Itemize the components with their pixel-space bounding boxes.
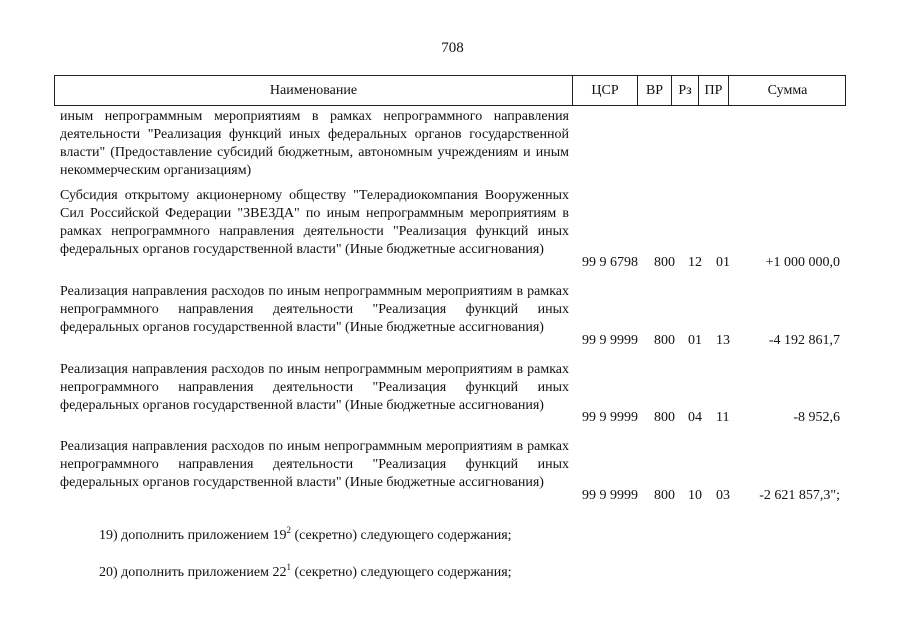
row-sum: -8 952,6 — [793, 410, 840, 425]
table-row — [54, 438, 846, 510]
table-row — [54, 361, 846, 433]
row-pr: 13 — [716, 333, 730, 348]
header-sum: Сумма — [728, 76, 846, 105]
row-rz: 04 — [688, 410, 702, 425]
header-name: Наименование — [269, 83, 358, 98]
header-pr: ПР — [698, 76, 728, 105]
row-sum: -4 192 861,7 — [768, 333, 840, 348]
row-sum: +1 000 000,0 — [765, 255, 840, 270]
row-vr: 800 — [654, 488, 675, 503]
amendment-paragraph — [99, 562, 512, 581]
row-rz: 01 — [688, 333, 702, 348]
row-name: иным непрограммным мероприятиям в рамках непрограммного направления деятельности "Реализация функций иных федеральных органов государственной власти" (Предоставление субсидий бюджетным, автономным учреждениям и иным некоммерческим организациям) — [60, 109, 569, 178]
row-pr: 01 — [716, 255, 730, 270]
header-rz: Рз — [671, 76, 698, 105]
row-sum: -2 621 857,3"; — [759, 488, 840, 503]
table-row — [54, 187, 846, 277]
row-name: Реализация направления расходов по иным непрограммным мероприятиям в рамках непрограммного направления деятельности "Реализация функций иных федеральных органов государственной власти" (Иные бюджетные ассигнования) — [60, 439, 569, 490]
paragraph-superscript: 1 — [286, 562, 291, 572]
table-row — [54, 108, 846, 180]
row-pr: 03 — [716, 488, 730, 503]
paragraph-text: 19) дополнить приложением 19 — [99, 528, 287, 543]
row-vr: 800 — [654, 410, 675, 425]
row-csr: 99 9 9999 — [582, 410, 638, 425]
page-number: 708 — [441, 40, 464, 56]
row-csr: 99 9 6798 — [582, 255, 638, 270]
row-vr: 800 — [654, 333, 675, 348]
paragraph-text: 20) дополнить приложением 22 — [99, 565, 287, 580]
row-rz: 12 — [688, 255, 702, 270]
row-vr: 800 — [654, 255, 675, 270]
amendment-paragraph — [99, 525, 512, 544]
row-csr: 99 9 9999 — [582, 488, 638, 503]
header-csr: ЦСР — [572, 76, 637, 105]
row-name: Субсидия открытому акционерному обществу "Телерадиокомпания Вооруженных Сил Российской Федерации "ЗВЕЗДА" по иным непрограммным мероприятиям в рамках непрограммного направления деятельности "Реализация функций иных федеральных органов государственной власти" (Иные бюджетные ассигнования) — [60, 188, 569, 257]
paragraph-text: (секретно) следующего содержания; — [290, 565, 512, 580]
row-name: Реализация направления расходов по иным непрограммным мероприятиям в рамках непрограммного направления деятельности "Реализация функций иных федеральных органов государственной власти" (Иные бюджетные ассигнования) — [60, 362, 569, 413]
row-csr: 99 9 9999 — [582, 333, 638, 348]
paragraph-text: (секретно) следующего содержания; — [290, 528, 512, 543]
row-rz: 10 — [688, 488, 702, 503]
table-header — [54, 75, 846, 106]
row-name: Реализация направления расходов по иным непрограммным мероприятиям в рамках непрограммного направления деятельности "Реализация функций иных федеральных органов государственной власти" (Иные бюджетные ассигнования) — [60, 284, 569, 335]
table-row — [54, 283, 846, 355]
header-vr: ВР — [637, 76, 671, 105]
row-pr: 11 — [716, 410, 730, 425]
paragraph-superscript: 2 — [286, 525, 291, 535]
